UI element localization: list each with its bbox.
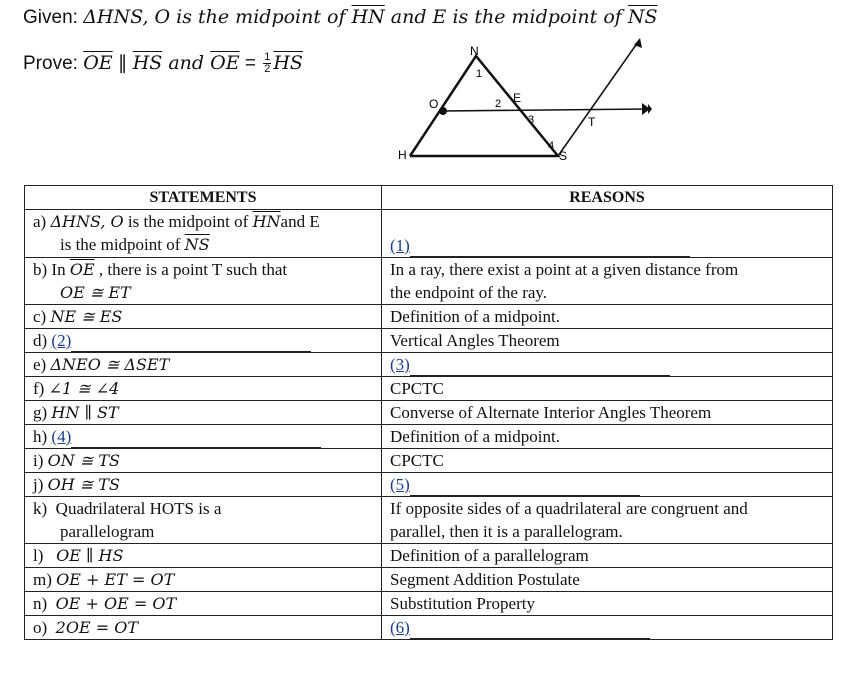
blank-3-label: (3) (390, 355, 410, 374)
reason-j (382, 473, 833, 497)
point-o (439, 107, 447, 115)
stmt-n-text: OE + OE = OT (55, 594, 177, 613)
prove-and: and (162, 52, 211, 74)
blank-5-input[interactable] (410, 477, 640, 496)
table-row (25, 353, 833, 377)
row-letter: j) (33, 475, 44, 494)
prove-prefix: Prove: (23, 53, 84, 74)
angle-1: 1 (476, 68, 483, 80)
given-seg-ns: $\overline{NS}$ (627, 6, 658, 28)
row-letter: f) (33, 379, 45, 398)
row-letter: g) (33, 403, 48, 422)
reason-c: Definition of a midpoint. (382, 305, 833, 329)
row-letter: h) (33, 427, 48, 446)
stmt-i-text: ON ≅ TS (47, 451, 120, 470)
prove-seg-oe2: $\overline{OE}$ (210, 52, 240, 74)
table-row (25, 425, 833, 449)
line-st (558, 42, 638, 156)
statement-b (25, 258, 382, 305)
stmt-k-line2: parallelogram (60, 522, 155, 541)
row-letter: k) (33, 499, 48, 518)
stmt-g-text: HN ∥ ST (51, 403, 119, 422)
header-statements: STATEMENTS (25, 186, 382, 210)
reason-k-line1: If opposite sides of a quadrilateral are congruent and (390, 499, 748, 518)
blank-4-label: (4) (51, 427, 72, 446)
header-reasons: REASONS (382, 186, 833, 210)
statement-e (25, 353, 382, 377)
label-e: E (513, 91, 522, 105)
blank-4-input[interactable] (71, 429, 321, 448)
frac-den: 2 (264, 63, 271, 76)
table-row (25, 568, 833, 592)
prove-eq: = (239, 53, 262, 74)
label-s: S (559, 149, 568, 163)
table-row (25, 592, 833, 616)
angle-4: 4 (548, 140, 555, 152)
given-text1: is the midpoint of (170, 6, 352, 28)
given-prefix: Given: (23, 7, 84, 28)
reason-g: Converse of Alternate Interior Angles Theorem (382, 401, 833, 425)
statement-d (25, 329, 382, 353)
table-row (25, 401, 833, 425)
prove-fraction (263, 52, 271, 75)
row-letter: b) (33, 260, 48, 279)
table-row (25, 329, 833, 353)
statement-o (25, 616, 382, 640)
table-row (25, 473, 833, 497)
frac-num: 1 (264, 51, 271, 64)
table-header-row (25, 186, 833, 210)
row-letter: n) (33, 594, 48, 613)
stmt-a-seg-hn: $\overline{HN}$ (252, 212, 281, 231)
prove-seg-hs: $\overline{HS}$ (132, 52, 163, 74)
prove-seg-hs2: $\overline{HS}$ (273, 52, 303, 74)
table-row (25, 544, 833, 568)
stmt-b-in: In (51, 260, 70, 279)
stmt-a-text: is the midpoint of (123, 212, 253, 231)
table-row (25, 377, 833, 401)
statement-g (25, 401, 382, 425)
reason-a (382, 210, 833, 258)
blank-2-input[interactable] (71, 333, 311, 352)
ray-oe-arrowhead (642, 103, 650, 115)
stmt-c-text: NE ≅ ES (50, 307, 123, 326)
stmt-a-line2: is the midpoint of (60, 235, 185, 254)
statement-j (25, 473, 382, 497)
stmt-m-text: OE + ET = OT (56, 570, 175, 589)
reason-o (382, 616, 833, 640)
prove-statement (23, 52, 303, 75)
statement-m (25, 568, 382, 592)
row-letter: e) (33, 355, 47, 374)
statement-k (25, 497, 382, 544)
stmt-j-text: OH ≅ TS (47, 475, 120, 494)
reason-d: Vertical Angles Theorem (382, 329, 833, 353)
blank-1-label: (1) (390, 236, 410, 255)
row-letter: c) (33, 307, 47, 326)
table-row (25, 449, 833, 473)
prove-parallel: ∥ (112, 53, 133, 74)
ray-oe (443, 109, 648, 111)
stmt-e-text: ΔNEO ≅ ΔSET (50, 355, 170, 374)
stmt-l-text: OE ∥ HS (56, 546, 124, 565)
stmt-a-triangle: ΔHNS, O (50, 212, 124, 231)
reason-n: Substitution Property (382, 592, 833, 616)
row-letter: o) (33, 618, 48, 637)
stmt-k-line1: Quadrilateral HOTS is a (55, 499, 222, 518)
blank-3-input[interactable] (410, 357, 670, 376)
reason-i: CPCTC (382, 449, 833, 473)
stmt-f-text: ∠1 ≅ ∠4 (48, 379, 120, 398)
stmt-b-text: , there is a point T such that (94, 260, 288, 279)
blank-1-input[interactable] (410, 238, 690, 257)
given-triangle: ΔHNS, O (83, 6, 171, 28)
proof-table (24, 185, 833, 640)
stmt-b-ray-oe: $\overline{OE}$ (69, 260, 95, 279)
stmt-o-text: 2OE = OT (55, 618, 139, 637)
statement-f (25, 377, 382, 401)
table-row (25, 305, 833, 329)
stmt-b-line2: OE ≅ ET (60, 283, 131, 302)
blank-6-label: (6) (390, 618, 410, 637)
stmt-a-and: and E (280, 212, 320, 231)
label-h: H (398, 148, 407, 162)
statement-h (25, 425, 382, 449)
statement-n (25, 592, 382, 616)
blank-2-label: (2) (51, 331, 72, 350)
row-letter: i) (33, 451, 44, 470)
reason-b-line2: the endpoint of the ray. (390, 283, 548, 302)
row-letter: l) (33, 546, 44, 565)
table-row (25, 616, 833, 640)
reason-h: Definition of a midpoint. (382, 425, 833, 449)
reason-k (382, 497, 833, 544)
angle-3: 3 (528, 114, 535, 126)
geometry-figure (390, 36, 660, 166)
reason-e (382, 353, 833, 377)
angle-2: 2 (495, 98, 502, 110)
reason-b-line1: In a ray, there exist a point at a given distance from (390, 260, 739, 279)
table-row (25, 258, 833, 305)
stmt-a-seg-ns: $\overline{NS}$ (184, 235, 210, 254)
row-letter: d) (33, 331, 48, 350)
statement-l (25, 544, 382, 568)
reason-k-line2: parallel, then it is a parallelogram. (390, 522, 623, 541)
statement-c (25, 305, 382, 329)
table-row (25, 210, 833, 258)
statement-i (25, 449, 382, 473)
given-statement (23, 6, 658, 29)
reason-b (382, 258, 833, 305)
given-seg-hn: $\overline{HN}$ (351, 6, 385, 28)
reason-l: Definition of a parallelogram (382, 544, 833, 568)
prove-seg-oe: $\overline{OE}$ (83, 52, 113, 74)
row-letter: a) (33, 212, 47, 231)
label-n: N (470, 44, 479, 58)
table-row (25, 497, 833, 544)
given-text2: and E is the midpoint of (384, 6, 628, 28)
reason-m: Segment Addition Postulate (382, 568, 833, 592)
statement-a (25, 210, 382, 258)
blank-5-label: (5) (390, 475, 410, 494)
blank-6-input[interactable] (410, 620, 650, 639)
label-o: O (429, 97, 439, 111)
row-letter: m) (33, 570, 52, 589)
reason-f: CPCTC (382, 377, 833, 401)
label-t: T (588, 115, 596, 129)
